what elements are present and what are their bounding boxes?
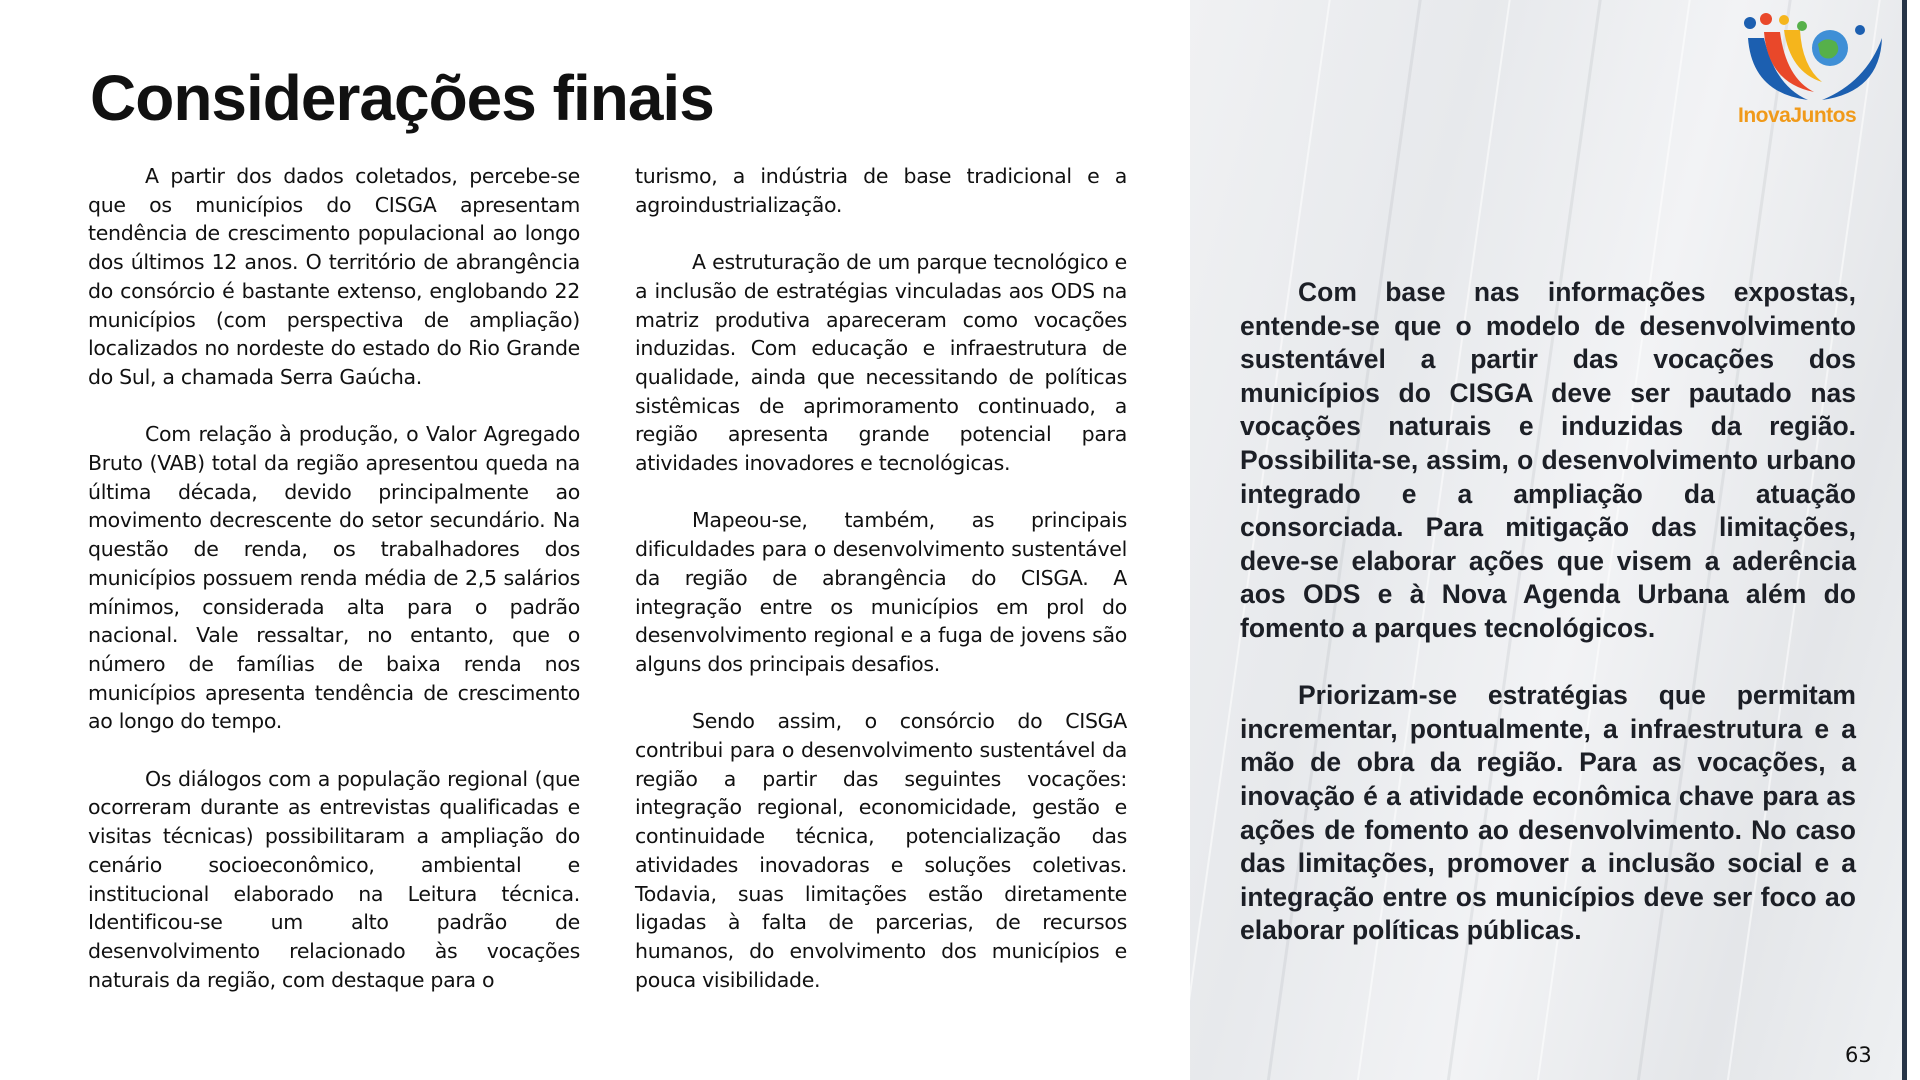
logo-text: InovaJuntos — [1738, 104, 1857, 127]
left-text-column — [88, 162, 580, 994]
paragraph: A estruturação de um parque tecnológico e a inclusão de estratégias vinculadas aos ODS na matriz produtiva apareceram como vocações induzidas. Com educação e infraestrutura de qualidade, ainda que necessitando de políticas sistêmicas de aprimoramento continuado, a região apresenta grande potencial para atividades inovadores e tecnológicas. — [635, 250, 1127, 476]
edge-bar — [1902, 0, 1907, 1080]
page-number: 63 — [1845, 1043, 1872, 1067]
paragraph: Sendo assim, o consórcio do CISGA contribui para o desenvolvimento sustentável da região a partir das seguintes vocações: integração regional, economicidade, gestão e continuidade técnica, potencialização das atividades inovadoras e soluções coletivas. Todavia, suas limitações estão diretamente ligadas à falta de parcerias, de recursos humanos, do envolvimento dos municípios e pouca visibilidade. — [635, 709, 1127, 992]
paragraph: Com relação à produção, o Valor Agregado Bruto (VAB) total da região apresentou queda na última década, devido principalmente ao movimento decrescente do setor secundário. Na questão de renda, os trabalhadores dos municípios possuem renda média de 2,5 salários mínimos, considerada alta para o padrão nacional. Vale ressaltar, no entanto, que o número de famílias de baixa renda nos municípios apresenta tendência de crescimento ao longo do tempo. — [88, 422, 580, 734]
paragraph: Priorizam-se estratégias que permitam incrementar, pontualmente, a infraestrutura e a mão de obra da região. Para as vocações, a inovação é a atividade econômica chave para as ações de fomento ao desenvolvimento. No caso das limitações, promover a inclusão social e a integração entre os municípios deve ser foco ao elaborar políticas públicas. — [1240, 680, 1856, 946]
paragraph: turismo, a indústria de base tradicional e a agroindustrialização. — [635, 164, 1127, 217]
paragraph: Com base nas informações expostas, entende-se que o modelo de desenvolvimento sustentável a partir das vocações dos municípios do CISGA deve ser pautado nas vocações naturais e induzidas da região. Possibilita-se, assim, o desenvolvimento urbano integrado e a ampliação da atuação consorciada. Para mitigação das limitações, deve-se elaborar ações que visem a aderência aos ODS e à Nova Agenda Urbana além do fomento a parques tecnológicos. — [1240, 277, 1856, 643]
paragraph: Mapeou-se, também, as principais dificuldades para o desenvolvimento sustentável da região de abrangência do CISGA. A integração entre os municípios em prol do desenvolvimento regional e a fuga de jovens são alguns dos principais desafios. — [635, 508, 1127, 676]
page-title: Considerações finais — [90, 62, 714, 134]
highlight-text — [1240, 276, 1856, 948]
paragraph: Os diálogos com a população regional (que ocorreram durante as entrevistas qualificadas e visitas técnicas) possibilitaram a ampliação do cenário socioeconômico, ambiental e institucional elaborado na Leitura técnica. Identificou-se um alto padrão de desenvolvimento relacionado às vocações naturais da região, com destaque para o — [88, 766, 580, 992]
paragraph: A partir dos dados coletados, percebe-se que os municípios do CISGA apresentam tendência de crescimento populacional ao longo dos últimos 12 anos. O território de abrangência do consórcio é bastante extenso, englobando 22 municípios (com perspectiva de ampliação) localizados no nordeste do estado do Rio Grande do Sul, a chamada Serra Gaúcha. — [88, 164, 580, 389]
middle-text-column — [635, 162, 1127, 994]
